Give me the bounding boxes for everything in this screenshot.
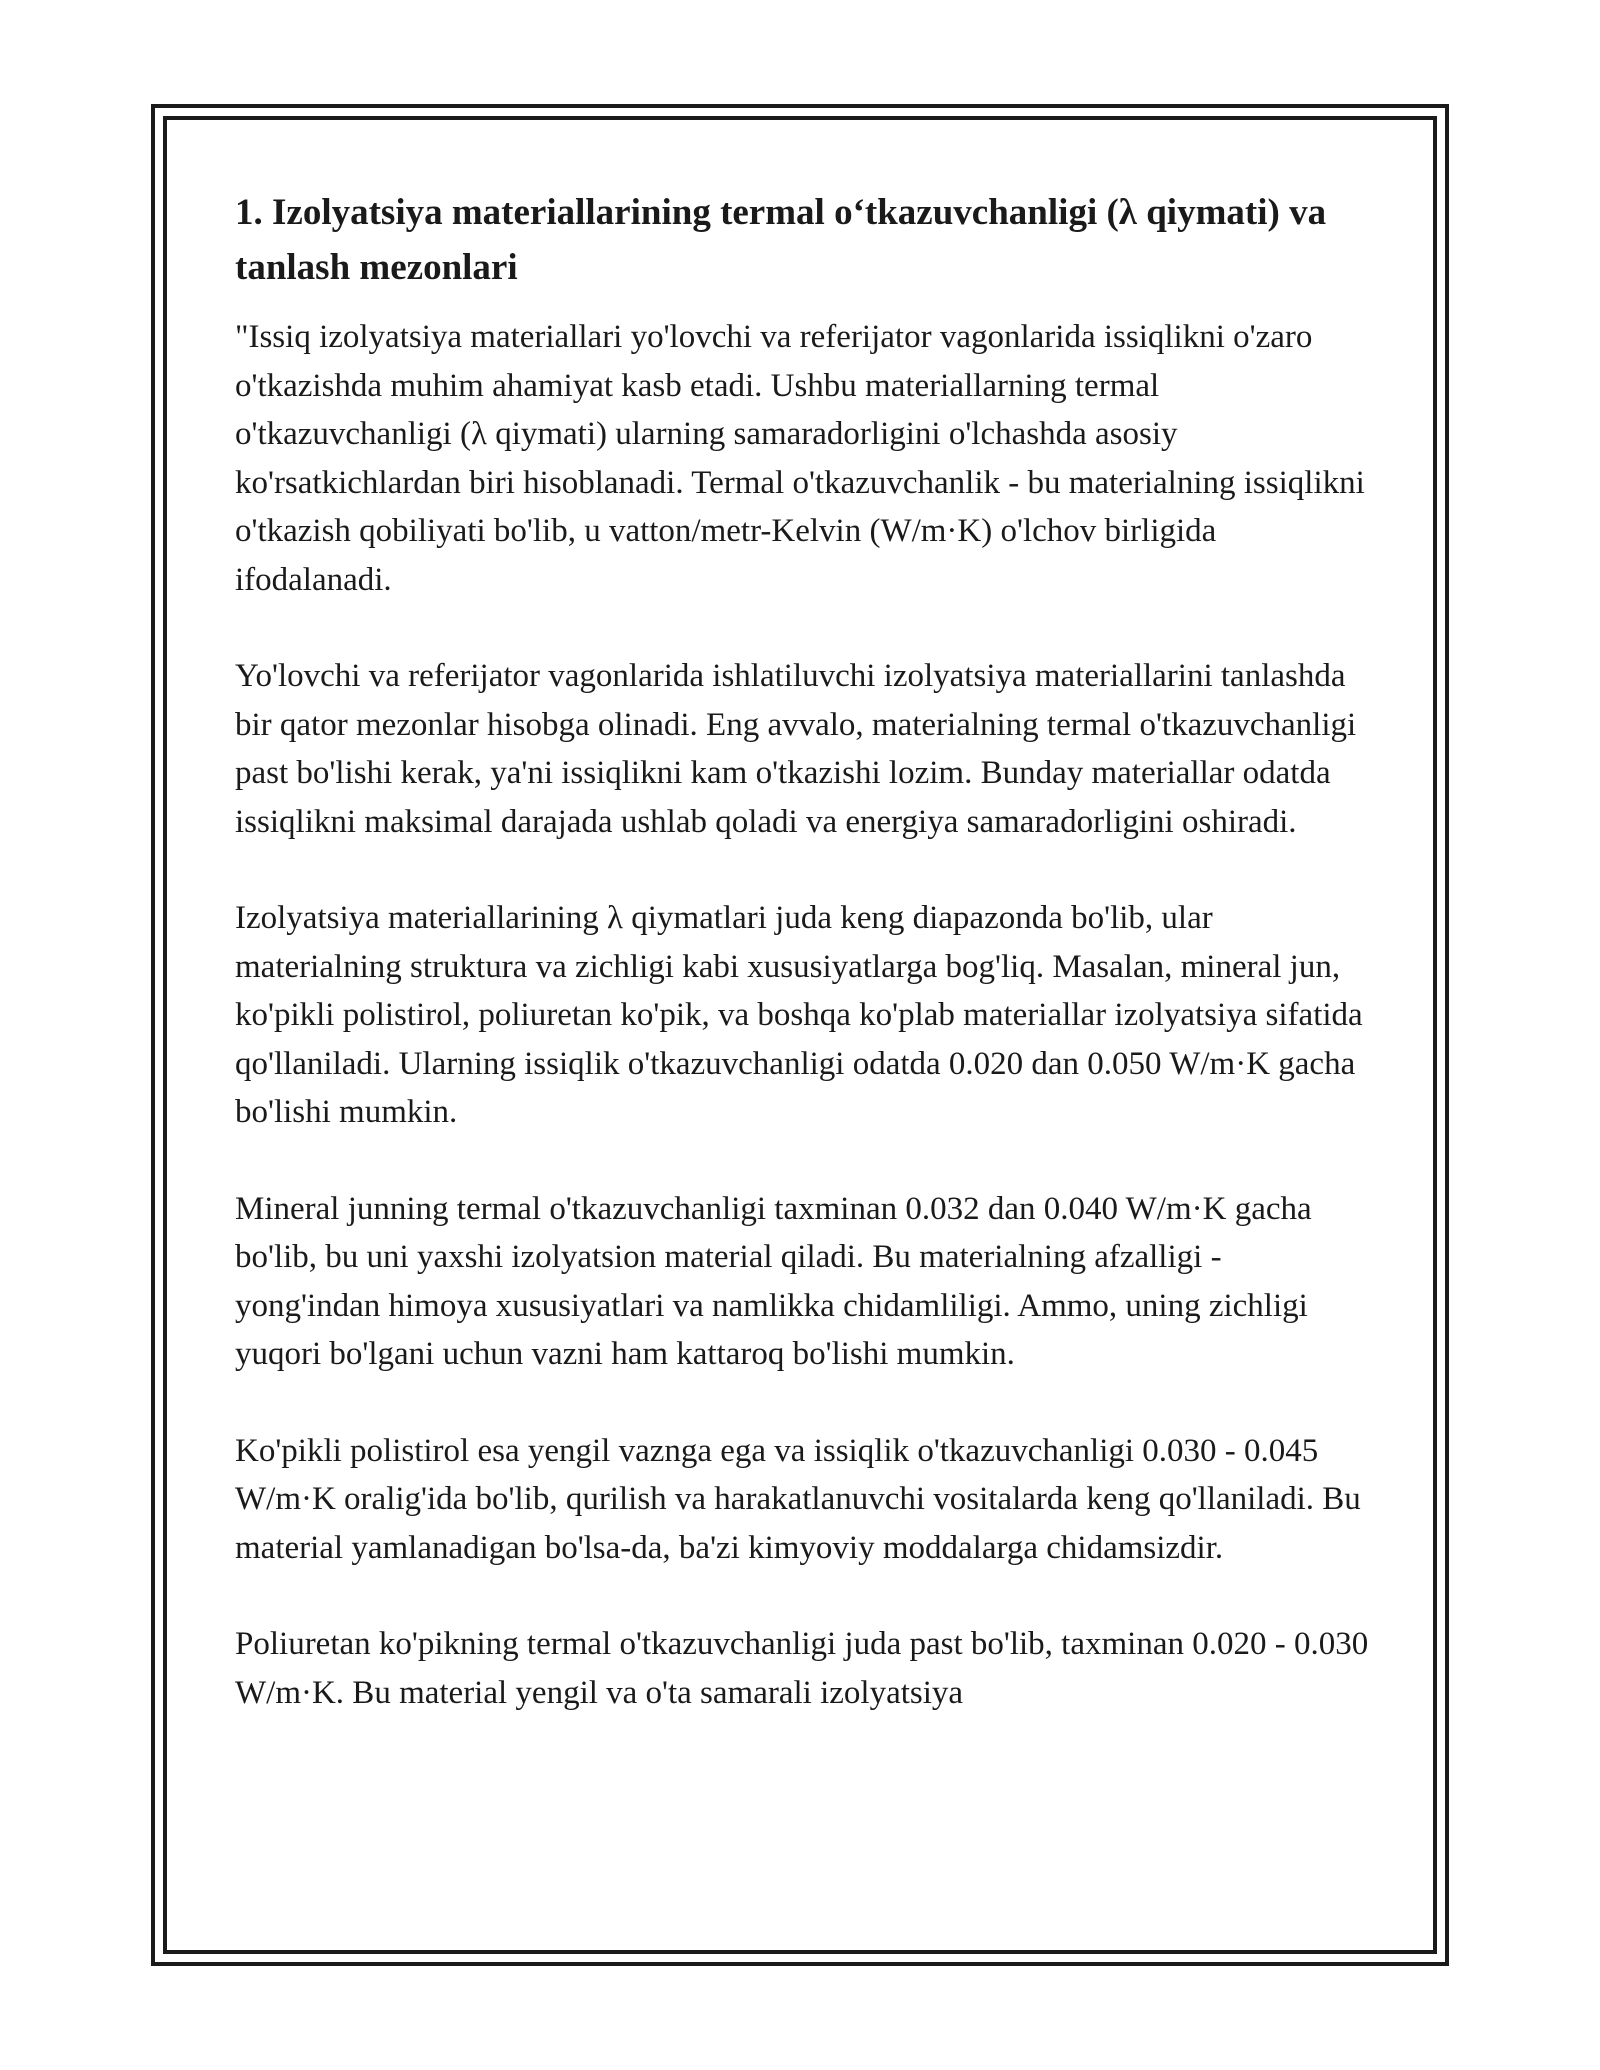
paragraph-polystyrene: Ko'pikli polistirol esa yengil vaznga ega va issiqlik o'tkazuvchanligi 0.030 - 0.045 W/m·K oralig'ida bo'lib, qurilish va harakatlanuvchi vositalarda keng qo'llaniladi. Bu material yamlanadigan bo'lsa-da, ba'zi kimyoviy moddalarga chidamsizdir.	[235, 1432, 1361, 1566]
paragraph-polyurethane: Poliuretan ko'pikning termal o'tkazuvchanligi juda past bo'lib, taxminan 0.020 - 0.030 W/m·K. Bu material yengil va o'ta samarali izolyatsiya	[235, 1626, 1369, 1711]
paragraph-intro: "Issiq izolyatsiya materiallari yo'lovchi va referijator vagonlarida issiqlikni o'zaro o'tkazishda muhim ahamiyat kasb etadi. Ushbu materiallarning termal o'tkazuvchanligi (λ qiymati) ularning samaradorligini o'lchashda asosiy ko'rsatkichlardan biri hisoblanadi. Termal o'tkazuvchanlik - bu materialning issiqlikni o'tkazish qobiliyati bo'lib, u vatton/metr-Kelvin (W/m·K) o'lchov birligida ifodalanadi.	[235, 319, 1365, 598]
paragraph-selection-criteria: Yo'lovchi va referijator vagonlarida ishlatiluvchi izolyatsiya materiallarini tanlashda bir qator mezonlar hisobga olinadi. Eng avvalo, materialning termal o'tkazuvchanligi past bo'lishi kerak, ya'ni issiqlikni kam o'tkazishi lozim. Bunday materiallar odatda issiqlikni maksimal darajada ushlab qoladi va energiya samaradorligini oshiradi.	[235, 658, 1357, 840]
paragraph-lambda-range: Izolyatsiya materiallarining λ qiymatlari juda keng diapazonda bo'lib, ular materialning struktura va zichligi kabi xususiyatlarga bog'liq. Masalan, mineral jun, ko'pikli polistirol, poliuretan ko'pik, va boshqa ko'plab materiallar izolyatsiya sifatida qo'llaniladi. Ularning issiqlik o'tkazuvchanligi odatda 0.020 dan 0.050 W/m·K gacha bo'lishi mumkin.	[235, 900, 1363, 1130]
document-body	[235, 185, 1375, 1765]
section-heading: 1. Izolyatsiya materiallarining termal o‘tkazuvchanligi (λ qiymati) va tanlash mezonlari	[235, 192, 1327, 288]
paragraph-mineral-wool: Mineral junning termal o'tkazuvchanligi taxminan 0.032 dan 0.040 W/m·K gacha bo'lib, bu uni yaxshi izolyatsion material qiladi. Bu materialning afzalligi - yong'indan himoya xususiyatlari va namlikka chidamliligi. Ammo, uning zichligi yuqori bo'lgani uchun vazni ham kattaroq bo'lishi mumkin.	[235, 1190, 1312, 1372]
